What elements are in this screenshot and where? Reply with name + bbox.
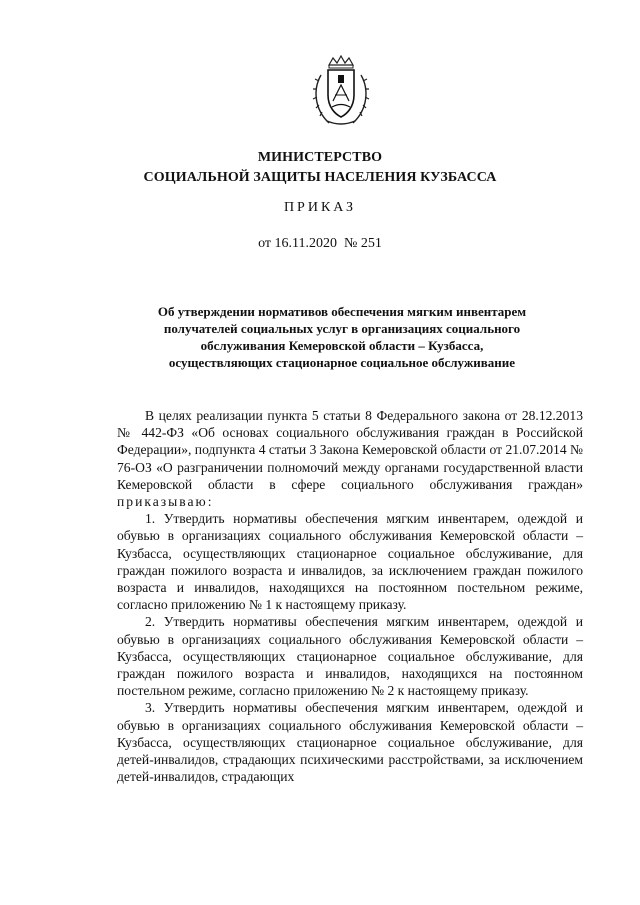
order-date-number: от 16.11.2020 № 251 bbox=[258, 236, 382, 251]
ministry-title-line2: СОЦИАЛЬНОЙ ЗАЩИТЫ НАСЕЛЕНИЯ КУЗБАССА bbox=[143, 170, 497, 185]
kuzbass-emblem-icon bbox=[311, 55, 371, 129]
order-body bbox=[117, 407, 583, 785]
subject-line: обслуживания Кемеровской области – Кузбасса, bbox=[200, 338, 484, 353]
preamble-paragraph bbox=[117, 407, 583, 510]
item-3-paragraph: 3. Утвердить нормативы обеспечения мягким инвентарем, одеждой и обувью в организациях социального обслуживания Кемеровской области – Кузбасса, осуществляющих стационарное социальное обслуживание, для детей-инвалидов, страдающих психическими расстройствами, за исключением детей-инвалидов, страдающих bbox=[117, 700, 583, 785]
subject-line: Об утверждении нормативов обеспечения мягким инвентарем bbox=[157, 304, 527, 319]
item-2-paragraph: 2. Утвердить нормативы обеспечения мягким инвентарем, одеждой и обувью в организациях социального обслуживания Кемеровской области – Кузбасса, осуществляющих стационарное социальное обслуживание, для граждан пожилого возраста и инвалидов, находящихся на постоянном постельном режиме, согласно приложению № 2 к настоящему приказу. bbox=[117, 614, 583, 699]
subject-line: получателей социальных услуг в организациях социального bbox=[163, 321, 521, 336]
order-word: приказываю: bbox=[117, 494, 214, 510]
item-1-paragraph: 1. Утвердить нормативы обеспечения мягким инвентарем, одеждой и обувью в организациях социального обслуживания Кемеровской области – Кузбасса, осуществляющих стационарное социальное обслуживание, для граждан пожилого возраста и инвалидов, за исключением граждан пожилого возраста и инвалидов, находящихся на постоянном постельном режиме, согласно приложению № 1 к настоящему приказу. bbox=[117, 511, 583, 613]
ministry-header bbox=[0, 148, 640, 188]
order-title: ПРИКАЗ bbox=[283, 200, 357, 215]
subject-line: осуществляющих стационарное социальное обслуживание bbox=[168, 355, 516, 370]
ministry-title-line1: МИНИСТЕРСТВО bbox=[257, 150, 383, 165]
preamble-text: В целях реализации пункта 5 статьи 8 Федерального закона от 28.12.2013 № 442-ФЗ «Об основах социального обслуживания граждан в Российской Федерации», подпункта 4 статьи 3 Закона Кемеровской области от 21.07.2014 № 76-ОЗ «О разграничении полномочий между органами государственной власти Кемеровской области в сфере социального обслуживания граждан» bbox=[117, 408, 583, 492]
order-subject bbox=[100, 303, 584, 371]
